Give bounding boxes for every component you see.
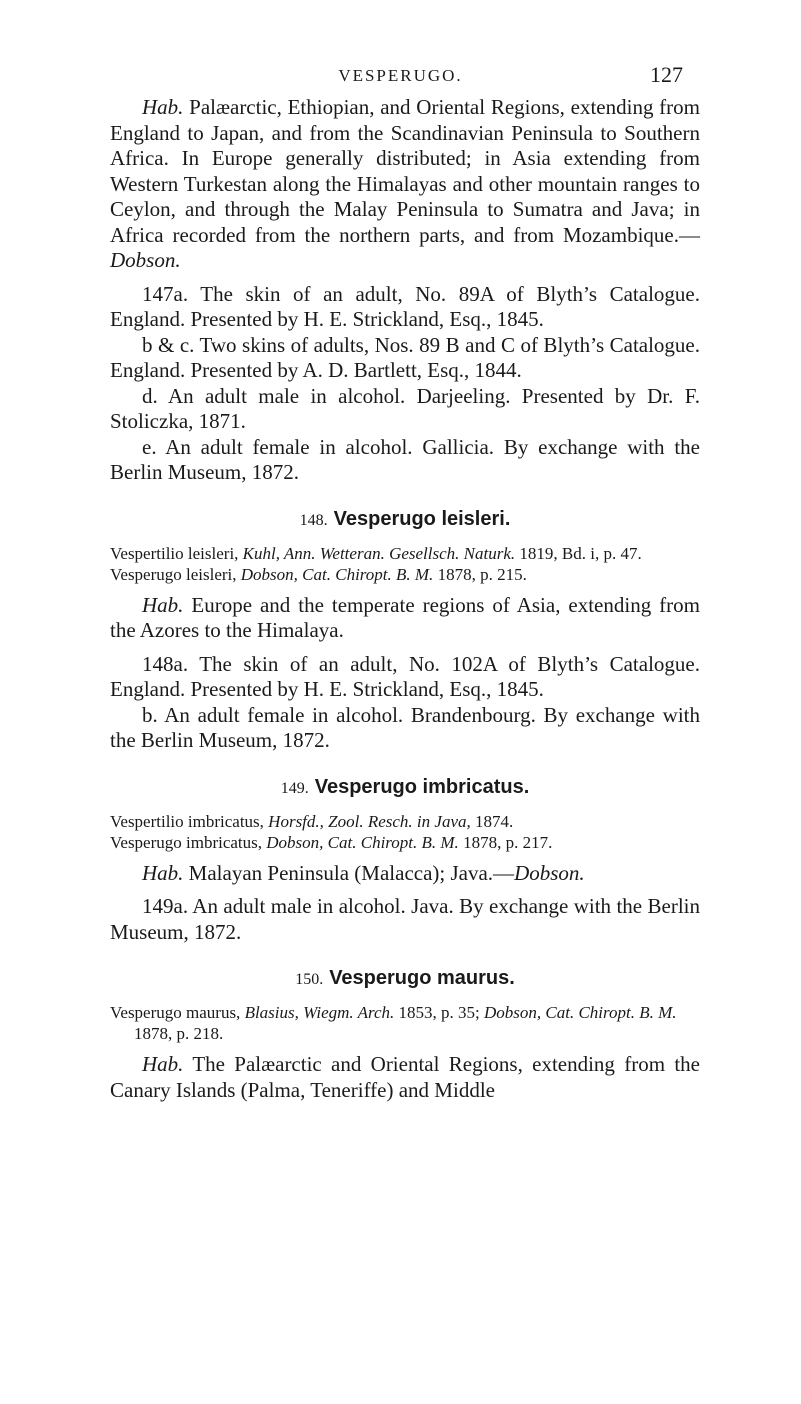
species-number: 149. — [280, 779, 309, 797]
habitat-148 — [110, 593, 700, 644]
specimen-147d: d. An adult male in alcohol. Darjeeling. Presented by Dr. F. Stoliczka, 1871. — [110, 383, 700, 433]
hab-text: Malayan Peninsula (Malacca); Java.— — [183, 860, 515, 885]
running-title: VESPERUGO. — [338, 66, 463, 85]
species-name: Vesperugo imbricatus. — [314, 775, 530, 798]
synonym-148-2: Vesperugo leisleri, Dobson, Cat. Chiropt. B. M. 1878, p. 215. — [110, 564, 527, 584]
specimen-148b: b. An adult female in alcohol. Brandenbourg. By exchange with the Berlin Museum, 1872. — [110, 702, 700, 752]
habitat-147 — [110, 95, 700, 274]
specimen-149a: 149a. An adult male in alcohol. Java. By exchange with the Berlin Museum, 1872. — [110, 894, 700, 944]
hab-label: Hab. — [142, 592, 184, 617]
habitat-149 — [110, 861, 700, 887]
page-number: 127 — [650, 62, 683, 87]
species-name: Vesperugo maurus. — [329, 967, 515, 989]
species-number: 150. — [295, 971, 324, 988]
hab-label: Hab. — [142, 95, 184, 119]
specimen-147a: 147a. The skin of an adult, No. 89A of Blyth’s Catalogue. England. Presented by H. E. Strickland, Esq., 1845. — [110, 281, 700, 331]
habitat-150 — [110, 1052, 700, 1103]
authority: Dobson. — [110, 248, 181, 272]
synonym-150-1: Vesperugo maurus, Blasius, Wiegm. Arch. 1853, p. 35; Dobson, Cat. Chiropt. B. M. 1878, p. 218. — [110, 1003, 677, 1043]
running-head — [0, 62, 801, 92]
synonym-149-1: Vespertilio imbricatus, Horsfd., Zool. Resch. in Java, 1874. — [110, 811, 514, 831]
species-name: Vesperugo leisleri. — [333, 507, 511, 530]
species-heading-148 — [110, 508, 700, 531]
species-number: 148. — [299, 511, 328, 529]
specimen-147e: e. An adult female in alcohol. Gallicia. By exchange with the Berlin Museum, 1872. — [110, 434, 700, 484]
hab-text: Palæarctic, Ethiopian, and Oriental Regions, extending from England to Japan, and from the Scandinavian Peninsula to Southern Africa. In Europe generally distributed; in Asia extending from Western Turkestan along the Himalayas and other mountain ranges to Ceylon, and through the Malay Peninsula to Sumatra and Java; in Africa recorded from the northern parts, and from Mozambique.— — [110, 95, 700, 247]
hab-label: Hab. — [142, 860, 184, 885]
specimen-147bc: b & c. Two skins of adults, Nos. 89 B and C of Blyth’s Catalogue. England. Presented by A. D. Bartlett, Esq., 1844. — [110, 332, 700, 382]
species-heading-150 — [110, 967, 700, 990]
synonym-148-1: Vespertilio leisleri, Kuhl, Ann. Wetteran. Gesellsch. Naturk. 1819, Bd. i, p. 47. — [110, 543, 642, 563]
authority: Dobson. — [514, 860, 585, 885]
species-heading-149 — [110, 776, 700, 799]
hab-text: The Palæarctic and Oriental Regions, extending from the Canary Islands (Palma, Teneriffe) and Middle — [110, 1052, 700, 1102]
hab-label: Hab. — [142, 1052, 184, 1076]
hab-text: Europe and the temperate regions of Asia, extending from the Azores to the Himalaya. — [110, 592, 700, 642]
specimen-148a: 148a. The skin of an adult, No. 102A of Blyth’s Catalogue. England. Presented by H. E. Strickland, Esq., 1845. — [110, 651, 700, 701]
synonym-149-2: Vesperugo imbricatus, Dobson, Cat. Chiropt. B. M. 1878, p. 217. — [110, 832, 553, 852]
page-body — [110, 95, 700, 1103]
